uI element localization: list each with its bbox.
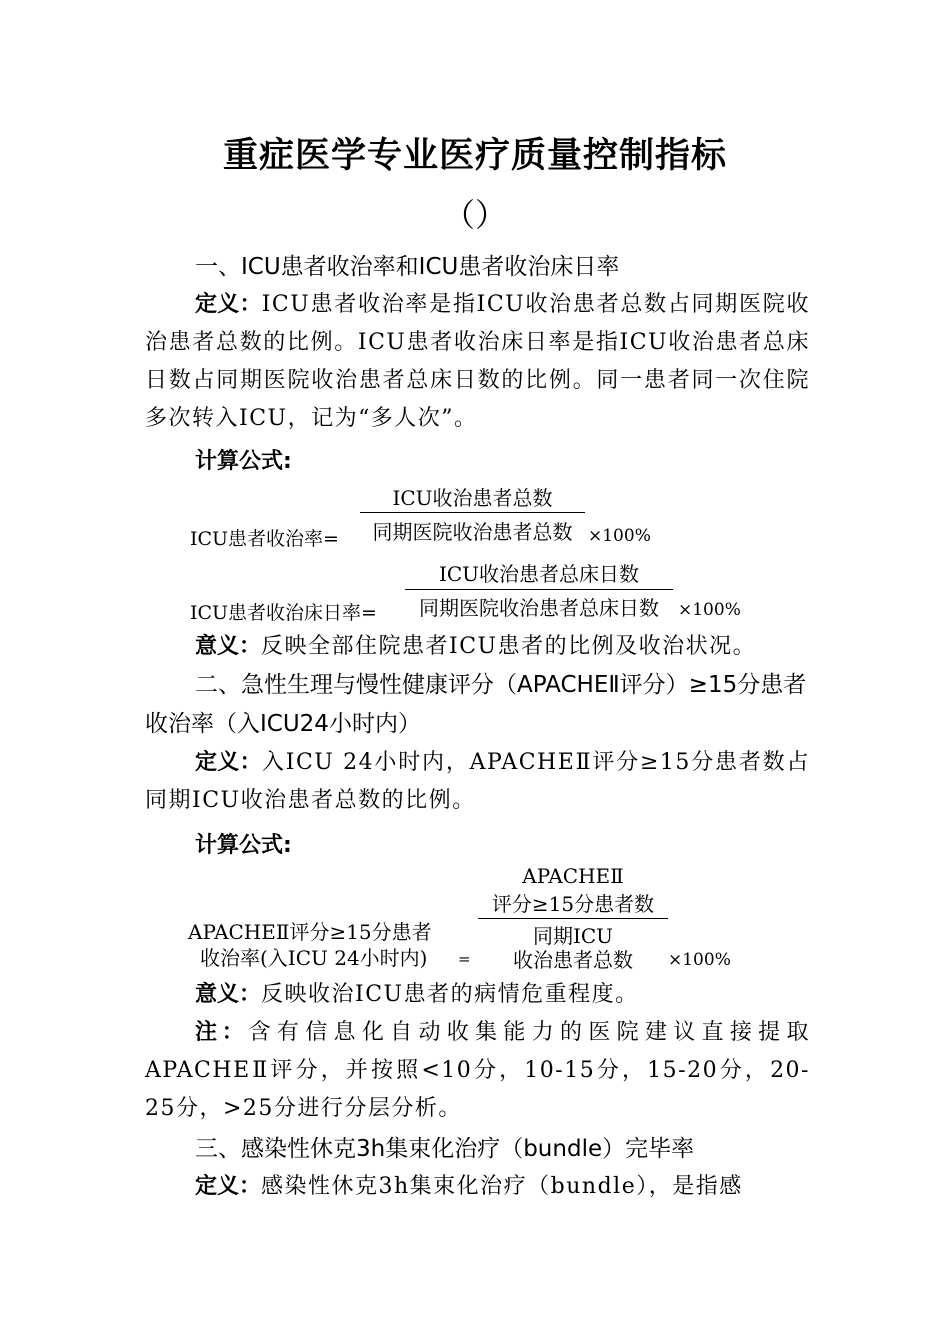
section-1-definition bbox=[145, 286, 810, 438]
formula-2-lhs: ICU患者收治床日率= bbox=[190, 602, 377, 624]
significance-label: 意义： bbox=[195, 982, 262, 1007]
formula-1-lhs: ICU患者收治率= bbox=[190, 528, 339, 550]
formula-3-equals: = bbox=[458, 950, 471, 968]
definition-text: ICU患者收治率是指ICU收治患者总数占同期医院收治患者总数的比例。ICU患者收治床日率是指ICU收治患者总床日数占同期医院收治患者总床日数的比例。同一患者同一次住院多次转入ICU，记为“多人次”。 bbox=[145, 292, 810, 431]
definition-label: 定义： bbox=[195, 292, 262, 317]
document-subtitle: （） bbox=[442, 196, 507, 234]
formula-1-numerator: ICU收治患者总数 bbox=[392, 486, 553, 510]
note-label: 注： bbox=[195, 1020, 249, 1045]
formula-3-denominator-line-1: 同期ICU bbox=[532, 924, 614, 948]
section-1-heading: 一、ICU患者收治率和ICU患者收治床日率 bbox=[195, 254, 620, 280]
formula-1-multiplier: ×100% bbox=[588, 526, 651, 546]
document-title: 重症医学专业医疗质量控制指标 bbox=[222, 136, 727, 176]
formula-1-fraction-bar bbox=[360, 512, 585, 513]
section-2-calc-label: 计算公式: bbox=[195, 833, 292, 858]
section-2-note bbox=[145, 1014, 810, 1128]
section-3-heading: 三、感染性休克3h集束化治疗（bundle）完毕率 bbox=[195, 1136, 695, 1162]
formula-2-multiplier: ×100% bbox=[678, 600, 741, 620]
formula-3-lhs-line-1: APACHEⅡ评分≥15分患者 bbox=[188, 920, 432, 944]
section-2-significance bbox=[145, 976, 810, 1014]
formula-2-fraction-bar bbox=[405, 589, 673, 590]
section-1-calc-label: 计算公式: bbox=[195, 449, 292, 474]
definition-label: 定义： bbox=[195, 750, 262, 775]
definition-label: 定义： bbox=[195, 1174, 262, 1199]
formula-2-numerator: ICU收治患者总床日数 bbox=[438, 562, 640, 586]
formula-3-multiplier: ×100% bbox=[668, 950, 731, 970]
formula-3-numerator-line-2: 评分≥15分患者数 bbox=[491, 892, 655, 916]
section-3-definition bbox=[145, 1168, 810, 1206]
significance-label: 意义： bbox=[195, 634, 262, 659]
definition-text: 感染性休克3h集束化治疗（bundle），是指感 bbox=[261, 1174, 743, 1199]
formula-3-lhs-line-2: 收治率(入ICU 24小时内) bbox=[200, 946, 428, 970]
significance-text: 反映收治ICU患者的病情危重程度。 bbox=[261, 982, 639, 1007]
formula-1-denominator: 同期医院收治患者总数 bbox=[372, 520, 573, 544]
section-2-heading: 二、急性生理与慢性健康评分（APACHEⅡ评分）≥15分患者收治率（入ICU24小时内） bbox=[145, 672, 807, 737]
formula-2-denominator: 同期医院收治患者总床日数 bbox=[419, 596, 659, 620]
formula-3-denominator-line-2: 收治患者总数 bbox=[513, 948, 633, 972]
significance-text: 反映全部住院患者ICU患者的比例及收治状况。 bbox=[261, 634, 757, 659]
formula-3-numerator-line-1: APACHEⅡ bbox=[522, 864, 624, 888]
definition-text: 入ICU 24小时内，APACHEⅡ评分≥15分患者数占同期ICU收治患者总数的比例。 bbox=[145, 750, 810, 813]
section-2-definition bbox=[145, 744, 810, 820]
section-1-significance bbox=[145, 628, 810, 666]
note-text: 含有信息化自动收集能力的医院建议直接提取APACHEⅡ评分，并按照<10分，10-15分，15-20分，20-25分，>25分进行分层分析。 bbox=[145, 1020, 810, 1121]
formula-3-fraction-bar bbox=[478, 918, 668, 919]
